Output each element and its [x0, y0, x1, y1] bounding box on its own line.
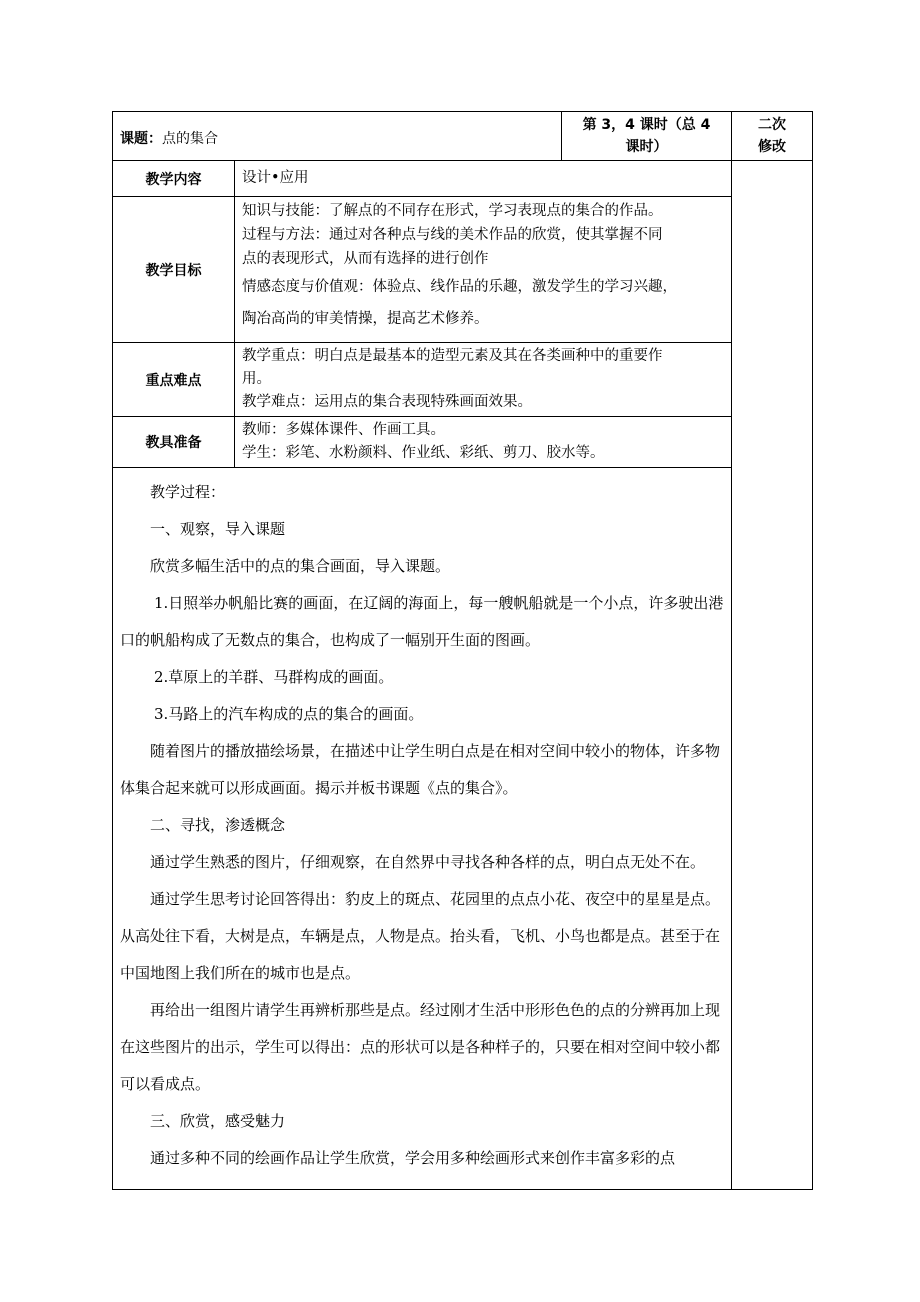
material-line: 学生：彩笔、水粉颜料、作业纸、彩纸、剪刀、胶水等。	[242, 445, 605, 461]
revise-line-2: 修改	[758, 139, 786, 155]
section-heading: 二、寻找，渗透概念	[150, 816, 286, 834]
keypoint-line: 用。	[242, 371, 271, 387]
materials-content	[235, 417, 732, 468]
keypoints-label: 重点难点	[113, 343, 235, 417]
keypoint-line: 教学重点：明白点是最基本的造型元素及其在各类画种中的重要作	[242, 348, 663, 364]
keypoints-content	[235, 343, 732, 417]
materials-label: 教具准备	[113, 417, 235, 468]
topic-cell	[113, 112, 562, 161]
process-paragraph: 通过学生熟悉的图片，仔细观察，在自然界中寻找各种各样的点，明白点无处不在。	[150, 853, 706, 871]
process-paragraph: 随着图片的播放描绘场景，在描述中让学生明白点是在相对空间中较小的物体，许多物体集合起来就可以形成画面。揭示并板书课题《点的集合》。	[120, 742, 721, 797]
objective-line: 点的表现形式，从而有选择的进行创作	[242, 251, 489, 267]
objective-line: 情感态度与价值观：体验点、线作品的乐趣，激发学生的学习兴趣，	[242, 279, 677, 295]
process-paragraph: 通过多种不同的绘画作品让学生欣赏，学会用多种绘画形式来创作丰富多彩的点	[150, 1149, 676, 1167]
content-label: 教学内容	[113, 161, 235, 197]
objective-line: 陶冶高尚的审美情操，提高艺术修养。	[242, 311, 489, 327]
process-paragraph: 3.马路上的汽车构成的点的集合的画面。	[154, 705, 424, 723]
content-value: 设计•应用	[235, 161, 732, 197]
section-heading: 三、欣赏，感受魅力	[150, 1112, 286, 1130]
process-paragraph: 再给出一组图片请学生再辨析那些是点。经过刚才生活中形形色色的点的分辨再加上现在这些图片的出示，学生可以得出：点的形状可以是各种样子的，只要在相对空间中较小都可以看成点。	[120, 1001, 721, 1093]
materials-row	[113, 417, 813, 468]
topic-value: 点的集合	[162, 131, 218, 147]
topic-label: 课题：	[120, 131, 162, 147]
revise-column	[732, 161, 813, 1190]
period-cell	[562, 112, 732, 161]
period-line-1: 第 3，4 课时（总 4	[582, 117, 711, 133]
lesson-plan-table	[112, 111, 813, 1190]
keypoint-line: 教学难点：运用点的集合表现特殊画面效果。	[242, 394, 532, 410]
objectives-label: 教学目标	[113, 197, 235, 343]
content-row	[113, 161, 813, 197]
objective-line: 知识与技能：了解点的不同存在形式，学习表现点的集合的作品。	[242, 203, 663, 219]
section-heading: 一、观察，导入课题	[150, 520, 286, 538]
revise-cell	[732, 112, 813, 161]
process-paragraph: 1.日照举办帆船比赛的画面，在辽阔的海面上，每一艘帆船就是一个小点，许多驶出港口的帆船构成了无数点的集合，也构成了一幅别开生面的图画。	[120, 594, 724, 649]
material-line: 教师：多媒体课件、作画工具。	[242, 422, 445, 438]
process-heading: 教学过程：	[150, 483, 226, 501]
process-paragraph: 通过学生思考讨论回答得出：豹皮上的斑点、花园里的点点小花、夜空中的星星是点。从高处往下看，大树是点，车辆是点，人物是点。抬头看，飞机、小鸟也都是点。甚至于在中国地图上我们所在的城市也是点。	[120, 890, 721, 982]
objectives-content	[235, 197, 732, 343]
period-line-2: 课时）	[625, 139, 668, 155]
objective-line: 过程与方法：通过对各种点与线的美术作品的欣赏，使其掌握不同	[242, 227, 663, 243]
objectives-row	[113, 197, 813, 343]
revise-line-1: 二次	[758, 117, 786, 133]
header-row	[113, 112, 813, 161]
process-row	[113, 468, 813, 1190]
keypoints-row	[113, 343, 813, 417]
process-paragraph: 欣赏多幅生活中的点的集合画面，导入课题。	[150, 557, 451, 575]
teaching-process	[113, 468, 732, 1190]
process-paragraph: 2.草原上的羊群、马群构成的画面。	[154, 668, 394, 686]
